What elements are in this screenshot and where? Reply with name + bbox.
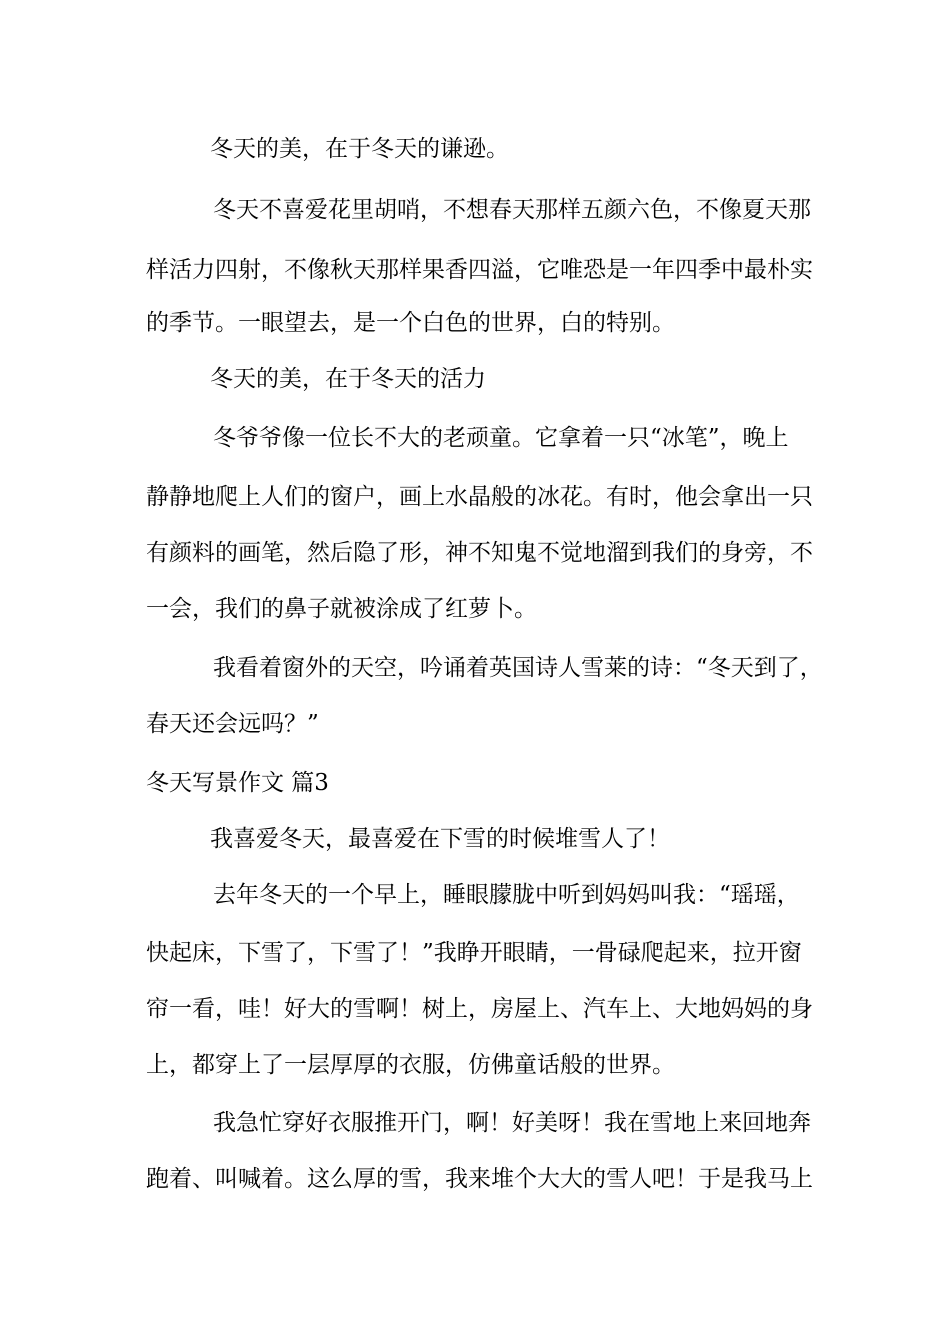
text-line: 我看着窗外的天空，吟诵着英国诗人雪莱的诗：“冬天到了， [213, 655, 823, 681]
heading-line: 冬天写景作文 篇3 [146, 770, 329, 796]
text-line: 上，都穿上了一层厚厚的衣服，仿佛童话般的世界。 [146, 1052, 675, 1078]
text-line: 静静地爬上人们的窗户，画上水晶般的冰花。有时，他会拿出一只 [146, 484, 813, 510]
text-line: 我喜爱冬天，最喜爱在下雪的时候堆雪人了！ [210, 826, 670, 852]
text-line: 的季节。一眼望去，是一个白色的世界，白的特别。 [146, 310, 675, 336]
text-line: 冬天的美，在于冬天的活力 [210, 366, 486, 392]
text-line: 帘一看，哇！好大的雪啊！树上，房屋上、汽车上、大地妈妈的身 [146, 996, 813, 1022]
text-line: 我急忙穿好衣服推开门，啊！好美呀！我在雪地上来回地奔 [213, 1110, 811, 1136]
text-line: 冬天不喜爱花里胡哨，不想春天那样五颜六色，不像夏天那 [213, 197, 811, 223]
text-line: 春天还会远吗？” [146, 711, 319, 737]
text-line: 一会，我们的鼻子就被涂成了红萝卜。 [146, 596, 537, 622]
text-line: 快起床，下雪了，下雪了！”我睁开眼睛，一骨碌爬起来，拉开窗 [146, 940, 802, 966]
text-line: 样活力四射，不像秋天那样果香四溢，它唯恐是一年四季中最朴实 [146, 257, 813, 283]
text-line: 跑着、叫喊着。这么厚的雪，我来堆个大大的雪人吧！于是我马上 [146, 1166, 813, 1192]
text-line: 冬天的美，在于冬天的谦逊。 [210, 136, 509, 162]
text-line: 去年冬天的一个早上，睡眼朦胧中听到妈妈叫我：“瑶瑶， [213, 882, 800, 908]
text-line: 冬爷爷像一位长不大的老顽童。它拿着一只“冰笔”，晚上 [213, 425, 789, 451]
text-line: 有颜料的画笔，然后隐了形，神不知鬼不觉地溜到我们的身旁，不 [146, 540, 813, 566]
